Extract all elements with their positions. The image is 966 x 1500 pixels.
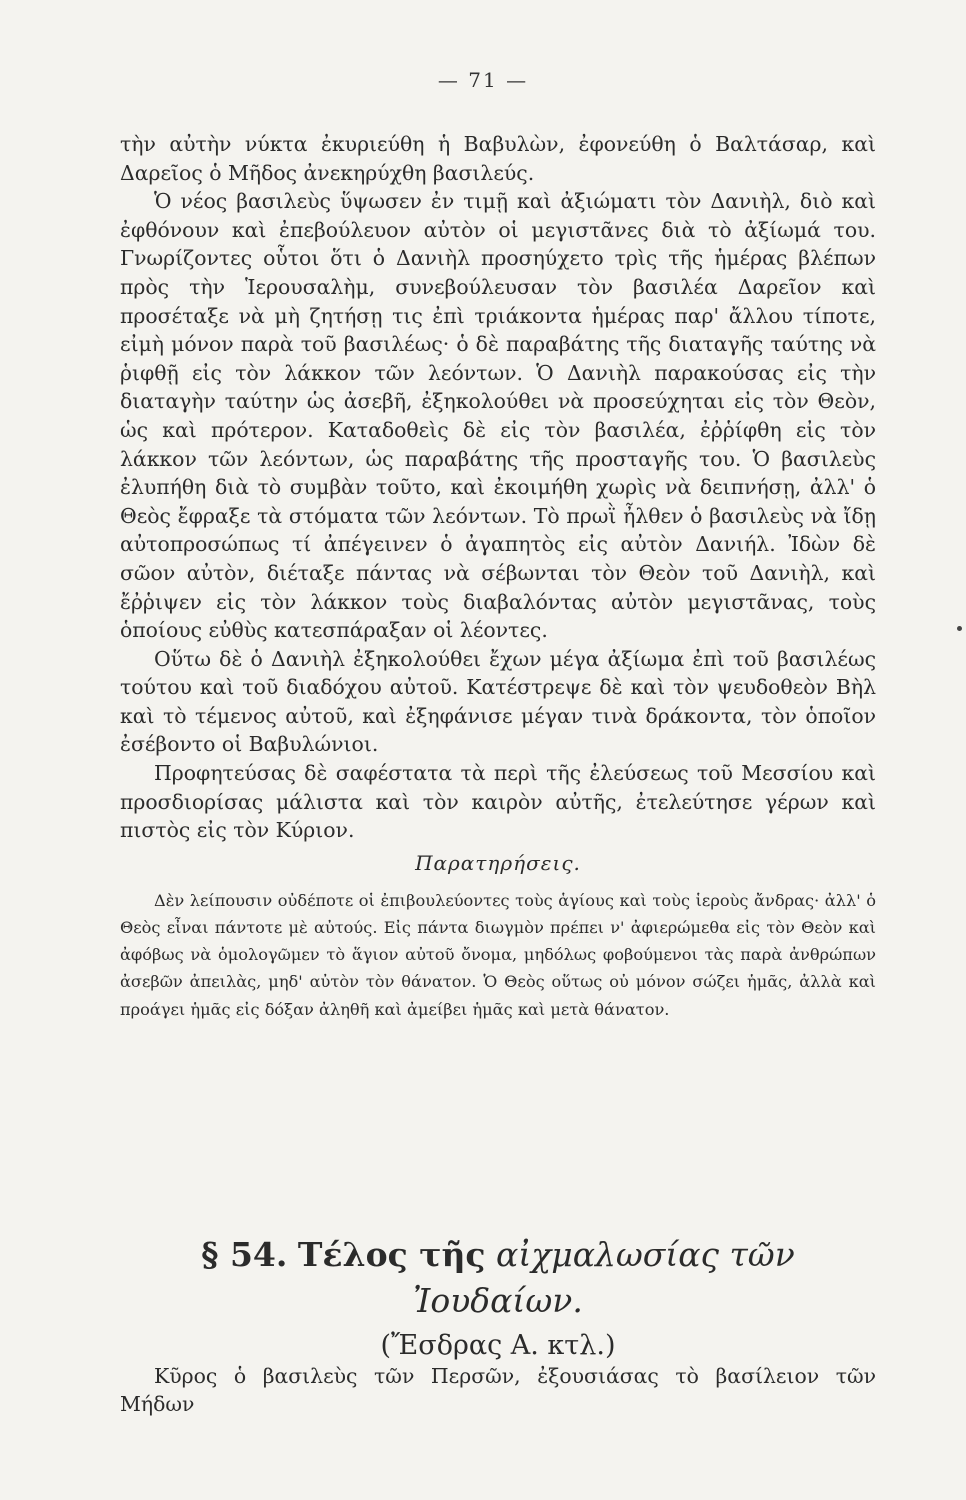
paragraph-3: Οὕτω δὲ ὁ Δανιὴλ ἐξηκολούθει ἔχων μέγα ἀξίωμα ἐπὶ τοῦ βασιλέως τούτου καὶ τοῦ διαδόχου αὐτοῦ. Κατέστρεψε δὲ καὶ τὸν ψευδοθεὸν Βὴλ καὶ τὸ τέμενος αὐτοῦ, καὶ ἐξηφάνισε μέγαν τινὰ δράκοντα, τὸν ὁποῖον ἐσέβοντο οἱ Βαβυλώνιοι. [120,646,876,757]
section-first-line: Κῦρος ὁ βασιλεὺς τῶν Περσῶν, ἐξουσιάσας τὸ βασίλειον τῶν Μήδων [120,1364,876,1416]
margin-mark [957,626,962,631]
section-number: § 54. [201,1235,288,1274]
section-title-part1: Τέλος τῆς [297,1235,486,1274]
section-title [120,1232,876,1324]
section-title-part2: αἰχμαλωσίας τῶν Ἰουδαίων. [413,1235,795,1320]
paragraph-2: Ὁ νέος βασιλεὺς ὕψωσεν ἐν τιμῇ καὶ ἀξιώματι τὸν Δανιὴλ, διὸ καὶ ἐφθόνουν καὶ ἐπεβούλευον αὐτὸν οἱ μεγιστᾶνες διὰ τὸ ἀξίωμά του. Γνωρίζοντες οὗτοι ὅτι ὁ Δανιὴλ προσηύχετο τρὶς τῆς ἡμέρας βλέπων πρὸς τὴν Ἱερουσαλὴμ, συνεβούλευσαν τὸν βασιλέα Δαρεῖον καὶ προσέταξε νὰ μὴ ζητήσῃ τις ἐπὶ τριάκοντα ἡμέρας παρ' ἄλλου τίποτε, εἰμὴ μόνον παρὰ τοῦ βασιλέως· ὁ δὲ παραβάτης τῆς διαταγῆς ταύτης νὰ ῥιφθῇ εἰς τὸν λάκκον τῶν λεόντων. Ὁ Δανιὴλ παρακούσας εἰς τὴν διαταγὴν ταύτην ὡς ἀσεβῆ, ἐξηκολούθει νὰ προσεύχηται εἰς τὸν Θεὸν, ὡς καὶ πρότερον. Καταδοθεὶς δὲ εἰς τὸν βασιλέα, ἐῤῥίφθη εἰς τὸν λάκκον τῶν λεόντων, ὡς παραβάτης τῆς προσταγῆς του. Ὁ βασιλεὺς ἐλυπήθη διὰ τὸ συμβὰν τοῦτο, καὶ ἐκοιμήθη χωρὶς νὰ δειπνήσῃ, ἀλλ' ὁ Θεὸς ἔφραξε τὰ στόματα τῶν λεόντων. Τὸ πρωῒ ἦλθεν ὁ βασιλεὺς νὰ ἴδῃ αὐτοπροσώπως τί ἀπέγεινεν ὁ ἀγαπητὸς εἰς αὐτὸν Δανιήλ. Ἰδὼν δὲ σῶον αὐτὸν, διέταξε πάντας νὰ σέβωνται τὸν Θεὸν τοῦ Δανιὴλ, καὶ ἔῤῥιψεν εἰς τὸν λάκκον τοὺς διαβαλόντας αὐτὸν μεγιστᾶνας, τοὺς ὁποίους εὐθὺς κατεσπάραξαν οἱ λέοντες. [120,189,876,643]
remarks-heading: Παρατηρήσεις. [415,850,581,875]
section-reference: (Ἔσδρας Α. κτλ.) [380,1330,616,1361]
remarks-section [120,887,876,1023]
paragraph-1: τὴν αὐτὴν νύκτα ἐκυριεύθη ἡ Βαβυλὼν, ἐφονεύθη ὁ Βαλτάσαρ, καὶ Δαρεῖος ὁ Μῆδος ἀνεκηρύχθη βασιλεύς. [120,132,876,185]
main-text [120,130,876,1023]
paragraph-4: Προφητεύσας δὲ σαφέστατα τὰ περὶ τῆς ἐλεύσεως τοῦ Μεσσίου καὶ προσδιορίσας μάλιστα καὶ τὸν καιρὸν αὐτῆς, ἐτελεύτησε γέρων καὶ πιστὸς εἰς τὸν Κύριον. [120,761,876,843]
section-heading-block [120,1232,876,1366]
remarks-paragraph: Δὲν λείπουσιν οὐδέποτε οἱ ἐπιβουλεύοντες τοὺς ἁγίους καὶ τοὺς ἱεροὺς ἄνδρας· ἀλλ' ὁ Θεὸς εἶναι πάντοτε μὲ αὐτούς. Εἰς πάντα διωγμὸν πρέπει ν' ἀφιερώμεθα εἰς τὸν Θεὸν καὶ ἀφόβως νὰ ὁμολογῶμεν τὸ ἅγιον αὐτοῦ ὄνομα, μηδόλως φοβούμενοι τὰς παρὰ ἀνθρώπων ἀσεβῶν ἀπειλὰς, μηδ' αὐτὸν τὸν θάνατον. Ὁ Θεὸς οὕτως οὐ μόνον σώζει ἡμᾶς, ἀλλὰ καὶ προάγει ἡμᾶς εἰς δόξαν ἀληθῆ καὶ ἀμείβει ἡμᾶς καὶ μετὰ θάνατον. [120,890,876,1019]
page-number: — 71 — [437,68,529,92]
